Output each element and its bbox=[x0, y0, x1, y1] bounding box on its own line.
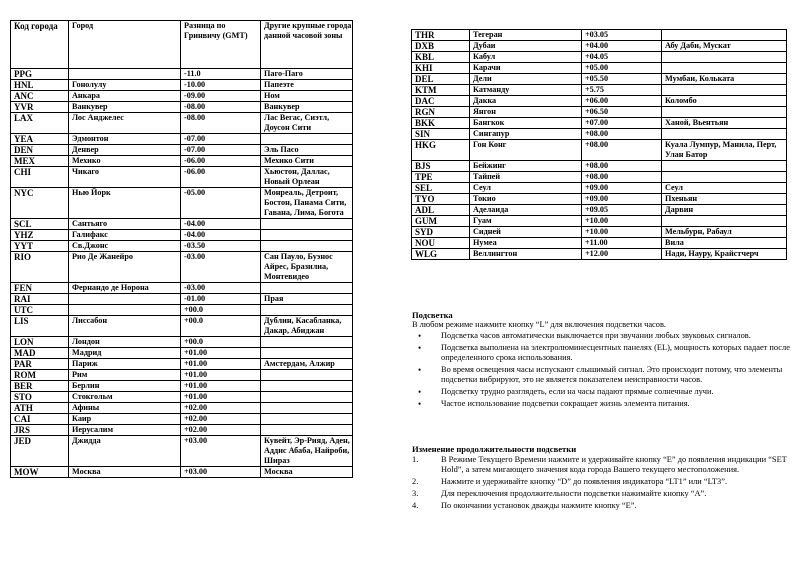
gmt-offset-cell: -05.00 bbox=[181, 188, 261, 219]
table-row bbox=[11, 219, 353, 230]
city-code-cell: JED bbox=[11, 436, 69, 467]
city-code-cell: LIS bbox=[11, 316, 69, 337]
gmt-offset-cell: -04.00 bbox=[181, 219, 261, 230]
city-name-cell: Веллингтон bbox=[470, 249, 582, 260]
city-code-cell: SYD bbox=[412, 227, 470, 238]
gmt-offset-cell: +05.50 bbox=[582, 74, 662, 85]
other-cities-cell bbox=[261, 219, 353, 230]
other-cities-cell: Хьюстон, Даллас, Новый Орлеан bbox=[261, 167, 353, 188]
gmt-offset-cell: +11.00 bbox=[582, 238, 662, 249]
gmt-offset-cell: +02.00 bbox=[181, 414, 261, 425]
city-name-cell: Лиссабон bbox=[69, 316, 181, 337]
gmt-offset-cell: +07.00 bbox=[582, 118, 662, 129]
bullet-item: • Частое использование подсветки сокращает жизнь элемента питания. bbox=[412, 399, 792, 409]
gmt-offset-cell: +01.00 bbox=[181, 381, 261, 392]
city-name-cell: Сингапур bbox=[470, 129, 582, 140]
city-code-cell: HNL bbox=[11, 80, 69, 91]
other-cities-cell bbox=[261, 348, 353, 359]
table-row bbox=[11, 283, 353, 294]
other-cities-cell bbox=[261, 283, 353, 294]
city-code-cell: ANC bbox=[11, 91, 69, 102]
city-name-cell: Нумеа bbox=[470, 238, 582, 249]
gmt-offset-cell: -04.00 bbox=[181, 230, 261, 241]
table-row bbox=[11, 467, 353, 478]
table-row bbox=[11, 145, 353, 156]
city-code-cell: SIN bbox=[412, 129, 470, 140]
city-code-cell: DEN bbox=[11, 145, 69, 156]
table-row bbox=[11, 392, 353, 403]
gmt-offset-cell: +06.50 bbox=[582, 107, 662, 118]
step-number: 1. bbox=[412, 455, 419, 464]
table-row bbox=[11, 436, 353, 467]
gmt-offset-cell: +01.00 bbox=[181, 348, 261, 359]
other-cities-cell: Мельбурн, Рабаул bbox=[662, 227, 787, 238]
city-name-cell: Лондон bbox=[69, 337, 181, 348]
city-code-cell: UTC bbox=[11, 305, 69, 316]
city-code-cell: BJS bbox=[412, 161, 470, 172]
gmt-offset-cell: -10.00 bbox=[181, 80, 261, 91]
gmt-offset-cell: +08.00 bbox=[582, 129, 662, 140]
city-code-cell: PPG bbox=[11, 69, 69, 80]
other-cities-cell bbox=[261, 381, 353, 392]
table-row bbox=[412, 41, 787, 52]
step-item bbox=[412, 477, 792, 487]
step-number: 2. bbox=[412, 477, 419, 486]
city-code-cell: BER bbox=[11, 381, 69, 392]
city-code-cell: YYT bbox=[11, 241, 69, 252]
city-name-cell: Карачи bbox=[470, 63, 582, 74]
other-cities-cell: Сеул bbox=[662, 183, 787, 194]
gmt-offset-cell: +02.00 bbox=[181, 403, 261, 414]
gmt-offset-cell: +04.00 bbox=[582, 41, 662, 52]
other-cities-cell bbox=[261, 414, 353, 425]
city-code-cell: KHI bbox=[412, 63, 470, 74]
table-row bbox=[412, 238, 787, 249]
city-name-cell: Денвер bbox=[69, 145, 181, 156]
other-cities-cell bbox=[662, 107, 787, 118]
step-text: В Режиме Текущего Времени нажмите и удерживайте кнопку “E” до появления индикации “SET Hold”, а затем мигающего значения кода города Вашего текущего местоположения. bbox=[441, 455, 787, 474]
city-code-cell: ADL bbox=[412, 205, 470, 216]
gmt-offset-cell: +08.00 bbox=[582, 140, 662, 161]
table-row bbox=[11, 316, 353, 337]
other-cities-cell: Абу Даби, Мускат bbox=[662, 41, 787, 52]
city-name-cell: Нью Йорк bbox=[69, 188, 181, 219]
other-cities-cell bbox=[662, 52, 787, 63]
other-cities-cell: Москва bbox=[261, 467, 353, 478]
city-code-cell: YEA bbox=[11, 134, 69, 145]
city-code-cell: RIO bbox=[11, 252, 69, 283]
city-code-cell: PAR bbox=[11, 359, 69, 370]
table-row bbox=[412, 118, 787, 129]
other-cities-cell bbox=[261, 403, 353, 414]
city-name-cell: Сидней bbox=[470, 227, 582, 238]
other-cities-cell: Нади, Науру, Крайстчерч bbox=[662, 249, 787, 260]
table-row bbox=[11, 167, 353, 188]
gmt-offset-cell: +09.05 bbox=[582, 205, 662, 216]
gmt-offset-cell: +00.0 bbox=[181, 316, 261, 337]
backlight-bullet-list bbox=[412, 331, 792, 409]
header-other-cities: Другие крупные города данной часовой зоны bbox=[261, 21, 353, 69]
gmt-offset-cell: -06.00 bbox=[181, 167, 261, 188]
table-row bbox=[412, 85, 787, 96]
gmt-offset-cell: +10.00 bbox=[582, 216, 662, 227]
city-name-cell: Дели bbox=[470, 74, 582, 85]
city-code-cell: LON bbox=[11, 337, 69, 348]
other-cities-cell bbox=[261, 337, 353, 348]
other-cities-cell: Мумбаи, Колькатa bbox=[662, 74, 787, 85]
other-cities-cell: Ванкувер bbox=[261, 102, 353, 113]
gmt-offset-cell: +01.00 bbox=[181, 359, 261, 370]
city-code-cell: MEX bbox=[11, 156, 69, 167]
city-code-cell: SEL bbox=[412, 183, 470, 194]
city-name-cell: Эдмонтон bbox=[69, 134, 181, 145]
gmt-offset-cell: +5.75 bbox=[582, 85, 662, 96]
city-code-cell: STO bbox=[11, 392, 69, 403]
table-row bbox=[412, 96, 787, 107]
step-text: Нажмите и удерживайте кнопку “D” до появления индикатора “LT1” или “LT3”. bbox=[441, 477, 728, 486]
duration-title: Изменение продолжительности подсветки bbox=[412, 444, 577, 454]
city-name-cell bbox=[69, 294, 181, 305]
city-name-cell: Париж bbox=[69, 359, 181, 370]
table-row bbox=[412, 227, 787, 238]
table-row bbox=[412, 129, 787, 140]
city-name-cell: Катманду bbox=[470, 85, 582, 96]
city-name-cell: Гуам bbox=[470, 216, 582, 227]
gmt-offset-cell: +03.00 bbox=[181, 467, 261, 478]
other-cities-cell: Паго-Паго bbox=[261, 69, 353, 80]
gmt-offset-cell: +08.00 bbox=[582, 172, 662, 183]
other-cities-cell bbox=[261, 370, 353, 381]
city-name-cell: Афины bbox=[69, 403, 181, 414]
table-row bbox=[412, 140, 787, 161]
table-row bbox=[11, 80, 353, 91]
step-item bbox=[412, 489, 792, 499]
city-name-cell: Ванкувер bbox=[69, 102, 181, 113]
city-name-cell bbox=[69, 305, 181, 316]
time-zone-table-left bbox=[10, 20, 353, 478]
city-name-cell: Мадрид bbox=[69, 348, 181, 359]
city-name-cell: Иерусалим bbox=[69, 425, 181, 436]
other-cities-cell: Куала Лумпур, Манила, Перт, Улан Батор bbox=[662, 140, 787, 161]
gmt-offset-cell: +02.00 bbox=[181, 425, 261, 436]
other-cities-cell: Монреаль, Детроит, Бостон, Панама Сити, Гавана, Лима, Богота bbox=[261, 188, 353, 219]
gmt-offset-cell: +01.00 bbox=[181, 370, 261, 381]
gmt-offset-cell: -07.00 bbox=[181, 134, 261, 145]
table-row bbox=[11, 414, 353, 425]
city-name-cell: Сеул bbox=[470, 183, 582, 194]
city-name-cell: Тегеран bbox=[470, 30, 582, 41]
step-item bbox=[412, 455, 792, 475]
header-city-code: Код города bbox=[11, 21, 69, 69]
step-text: По окончании установок дважды нажмите кнопку “E”. bbox=[441, 501, 637, 510]
city-code-cell: GUM bbox=[412, 216, 470, 227]
city-name-cell: Сантьяго bbox=[69, 219, 181, 230]
other-cities-cell: Мехико Сити bbox=[261, 156, 353, 167]
city-name-cell: Гонолулу bbox=[69, 80, 181, 91]
other-cities-cell bbox=[662, 30, 787, 41]
gmt-offset-cell: +10.00 bbox=[582, 227, 662, 238]
gmt-offset-cell: +03.05 bbox=[582, 30, 662, 41]
gmt-offset-cell: -03.00 bbox=[181, 252, 261, 283]
city-code-cell: KBL bbox=[412, 52, 470, 63]
other-cities-cell bbox=[261, 134, 353, 145]
city-name-cell: Бангкок bbox=[470, 118, 582, 129]
other-cities-cell: Ханой, Вьентьян bbox=[662, 118, 787, 129]
table-row bbox=[11, 381, 353, 392]
other-cities-cell: Кувейт, Эр-Рияд, Аден, Аддис Абаба, Найроби, Шираз bbox=[261, 436, 353, 467]
gmt-offset-cell: +06.00 bbox=[582, 96, 662, 107]
other-cities-cell: Прая bbox=[261, 294, 353, 305]
gmt-offset-cell: -07.00 bbox=[181, 145, 261, 156]
table-row bbox=[11, 252, 353, 283]
city-code-cell: JRS bbox=[11, 425, 69, 436]
city-name-cell: Джидда bbox=[69, 436, 181, 467]
city-code-cell: NYC bbox=[11, 188, 69, 219]
gmt-offset-cell: -08.00 bbox=[181, 113, 261, 134]
city-name-cell: Анкара bbox=[69, 91, 181, 102]
city-name-cell: Чикаго bbox=[69, 167, 181, 188]
gmt-offset-cell: +09.00 bbox=[582, 183, 662, 194]
other-cities-cell: Вила bbox=[662, 238, 787, 249]
backlight-intro: В любом режиме нажмите кнопку “L” для включения подсветки часов. bbox=[412, 320, 666, 329]
city-name-cell: Тайпей bbox=[470, 172, 582, 183]
city-code-cell: RGN bbox=[412, 107, 470, 118]
step-number: 4. bbox=[412, 501, 419, 510]
city-code-cell: ROM bbox=[11, 370, 69, 381]
other-cities-cell: Сан Пауло, Буэнос Айрес, Бразилиа, Монтевидео bbox=[261, 252, 353, 283]
other-cities-cell bbox=[662, 172, 787, 183]
gmt-offset-cell: -09.00 bbox=[181, 91, 261, 102]
city-name-cell: Берлин bbox=[69, 381, 181, 392]
table-row bbox=[412, 107, 787, 118]
step-number: 3. bbox=[412, 489, 419, 498]
table-row bbox=[412, 172, 787, 183]
city-code-cell: DAC bbox=[412, 96, 470, 107]
city-code-cell: TYO bbox=[412, 194, 470, 205]
gmt-offset-cell: +05.00 bbox=[582, 63, 662, 74]
city-name-cell: Мехико bbox=[69, 156, 181, 167]
city-name-cell: Рио Де Жанейро bbox=[69, 252, 181, 283]
table-row bbox=[11, 425, 353, 436]
city-code-cell: ATH bbox=[11, 403, 69, 414]
other-cities-cell bbox=[662, 85, 787, 96]
other-cities-cell: Дарвин bbox=[662, 205, 787, 216]
other-cities-cell: Коломбо bbox=[662, 96, 787, 107]
gmt-offset-cell: +08.00 bbox=[582, 161, 662, 172]
city-code-cell: RAI bbox=[11, 294, 69, 305]
gmt-offset-cell: -06.00 bbox=[181, 156, 261, 167]
table-row bbox=[412, 161, 787, 172]
bullet-item: • Подсветка выполнена на электролюминесцентных панелях (EL), мощность которых падает после определенного срока использования. bbox=[412, 343, 792, 363]
city-name-cell bbox=[69, 69, 181, 80]
gmt-offset-cell: -08.00 bbox=[181, 102, 261, 113]
table-row bbox=[412, 249, 787, 260]
gmt-offset-cell: -03.00 bbox=[181, 283, 261, 294]
city-code-cell: KTM bbox=[412, 85, 470, 96]
gmt-offset-cell: +00.0 bbox=[181, 305, 261, 316]
table-row bbox=[11, 294, 353, 305]
city-name-cell: Москва bbox=[69, 467, 181, 478]
gmt-offset-cell: +09.00 bbox=[582, 194, 662, 205]
other-cities-cell bbox=[261, 230, 353, 241]
table-row bbox=[11, 370, 353, 381]
other-cities-cell: Ном bbox=[261, 91, 353, 102]
city-name-cell: Фернандо де Норона bbox=[69, 283, 181, 294]
city-code-cell: SCL bbox=[11, 219, 69, 230]
header-gmt-offset: Разница по Гринвичу (GMT) bbox=[181, 21, 261, 69]
city-name-cell: Янгон bbox=[470, 107, 582, 118]
city-name-cell: Каир bbox=[69, 414, 181, 425]
other-cities-cell bbox=[662, 216, 787, 227]
other-cities-cell bbox=[261, 241, 353, 252]
other-cities-cell: Эль Пасо bbox=[261, 145, 353, 156]
gmt-offset-cell: -03.50 bbox=[181, 241, 261, 252]
other-cities-cell: Дублин, Касабланка, Дакар, Абиджан bbox=[261, 316, 353, 337]
city-code-cell: MOW bbox=[11, 467, 69, 478]
time-zone-table-right bbox=[411, 29, 787, 260]
bullet-item: • Во время освещения часы испускают слышимый сигнал. Это происходит потому, что элементы подсветки вибрируют, это не является показателем неисправности часов. bbox=[412, 365, 792, 385]
table-row bbox=[412, 205, 787, 216]
table-row bbox=[11, 241, 353, 252]
other-cities-cell bbox=[261, 305, 353, 316]
table-row bbox=[11, 91, 353, 102]
table-row bbox=[412, 183, 787, 194]
city-name-cell: Дакка bbox=[470, 96, 582, 107]
table-row bbox=[412, 74, 787, 85]
table-row bbox=[11, 359, 353, 370]
city-code-cell: WLG bbox=[412, 249, 470, 260]
city-name-cell: Лос Анджелес bbox=[69, 113, 181, 134]
city-code-cell: DEL bbox=[412, 74, 470, 85]
city-code-cell: NOU bbox=[412, 238, 470, 249]
table-row bbox=[11, 230, 353, 241]
city-code-cell: LAX bbox=[11, 113, 69, 134]
city-code-cell: FEN bbox=[11, 283, 69, 294]
duration-step-list bbox=[412, 455, 792, 511]
bullet-item: • Подсветку трудно разглядеть, если на часы падают прямые солнечные лучи. bbox=[412, 387, 792, 397]
city-name-cell: Рим bbox=[69, 370, 181, 381]
city-name-cell: Аделаида bbox=[470, 205, 582, 216]
city-code-cell: BKK bbox=[412, 118, 470, 129]
duration-section bbox=[412, 444, 792, 513]
table-row bbox=[11, 337, 353, 348]
other-cities-cell: Папеэте bbox=[261, 80, 353, 91]
city-code-cell: HKG bbox=[412, 140, 470, 161]
city-name-cell: Галифакс bbox=[69, 230, 181, 241]
other-cities-cell: Амстердам, Алжир bbox=[261, 359, 353, 370]
table-row bbox=[412, 30, 787, 41]
city-name-cell: Токио bbox=[470, 194, 582, 205]
step-item bbox=[412, 501, 792, 511]
city-code-cell: THR bbox=[412, 30, 470, 41]
gmt-offset-cell: +03.00 bbox=[181, 436, 261, 467]
other-cities-cell bbox=[662, 161, 787, 172]
table-header-row bbox=[11, 21, 353, 69]
city-code-cell: TPE bbox=[412, 172, 470, 183]
city-code-cell: YVR bbox=[11, 102, 69, 113]
bullet-item: • Подсветка часов автоматически выключается при звучании любых звуковых сигналов. bbox=[412, 331, 792, 341]
header-city: Город bbox=[69, 21, 181, 69]
other-cities-cell bbox=[662, 63, 787, 74]
city-name-cell: Стокгольм bbox=[69, 392, 181, 403]
table-row bbox=[11, 403, 353, 414]
table-row bbox=[412, 216, 787, 227]
city-code-cell: DXB bbox=[412, 41, 470, 52]
city-code-cell: CAI bbox=[11, 414, 69, 425]
city-code-cell: YHZ bbox=[11, 230, 69, 241]
gmt-offset-cell: +04.05 bbox=[582, 52, 662, 63]
other-cities-cell: Лас Вегас, Сиэтл, Доусон Сити bbox=[261, 113, 353, 134]
city-name-cell: Дубаи bbox=[470, 41, 582, 52]
other-cities-cell bbox=[261, 425, 353, 436]
other-cities-cell bbox=[662, 129, 787, 140]
city-name-cell: Св.Джонс bbox=[69, 241, 181, 252]
city-name-cell: Кабул bbox=[470, 52, 582, 63]
city-code-cell: MAD bbox=[11, 348, 69, 359]
backlight-title: Подсветка bbox=[412, 310, 453, 320]
table-row bbox=[412, 63, 787, 74]
table-row bbox=[11, 113, 353, 134]
table-row bbox=[11, 305, 353, 316]
other-cities-cell: Пхеньян bbox=[662, 194, 787, 205]
table-row bbox=[412, 194, 787, 205]
table-row bbox=[412, 52, 787, 63]
gmt-offset-cell: +01.00 bbox=[181, 392, 261, 403]
city-name-cell: Гон Конг bbox=[470, 140, 582, 161]
city-name-cell: Бейжинг bbox=[470, 161, 582, 172]
other-cities-cell bbox=[261, 392, 353, 403]
table-row bbox=[11, 134, 353, 145]
backlight-section bbox=[412, 310, 792, 411]
gmt-offset-cell: +00.0 bbox=[181, 337, 261, 348]
gmt-offset-cell: -01.00 bbox=[181, 294, 261, 305]
gmt-offset-cell: +12.00 bbox=[582, 249, 662, 260]
gmt-offset-cell: -11.0 bbox=[181, 69, 261, 80]
table-row bbox=[11, 348, 353, 359]
step-text: Для переключения продолжительности подсветки нажимайте кнопку “A”. bbox=[441, 489, 707, 498]
table-row bbox=[11, 102, 353, 113]
table-row bbox=[11, 156, 353, 167]
table-row bbox=[11, 188, 353, 219]
table-row bbox=[11, 69, 353, 80]
city-code-cell: CHI bbox=[11, 167, 69, 188]
